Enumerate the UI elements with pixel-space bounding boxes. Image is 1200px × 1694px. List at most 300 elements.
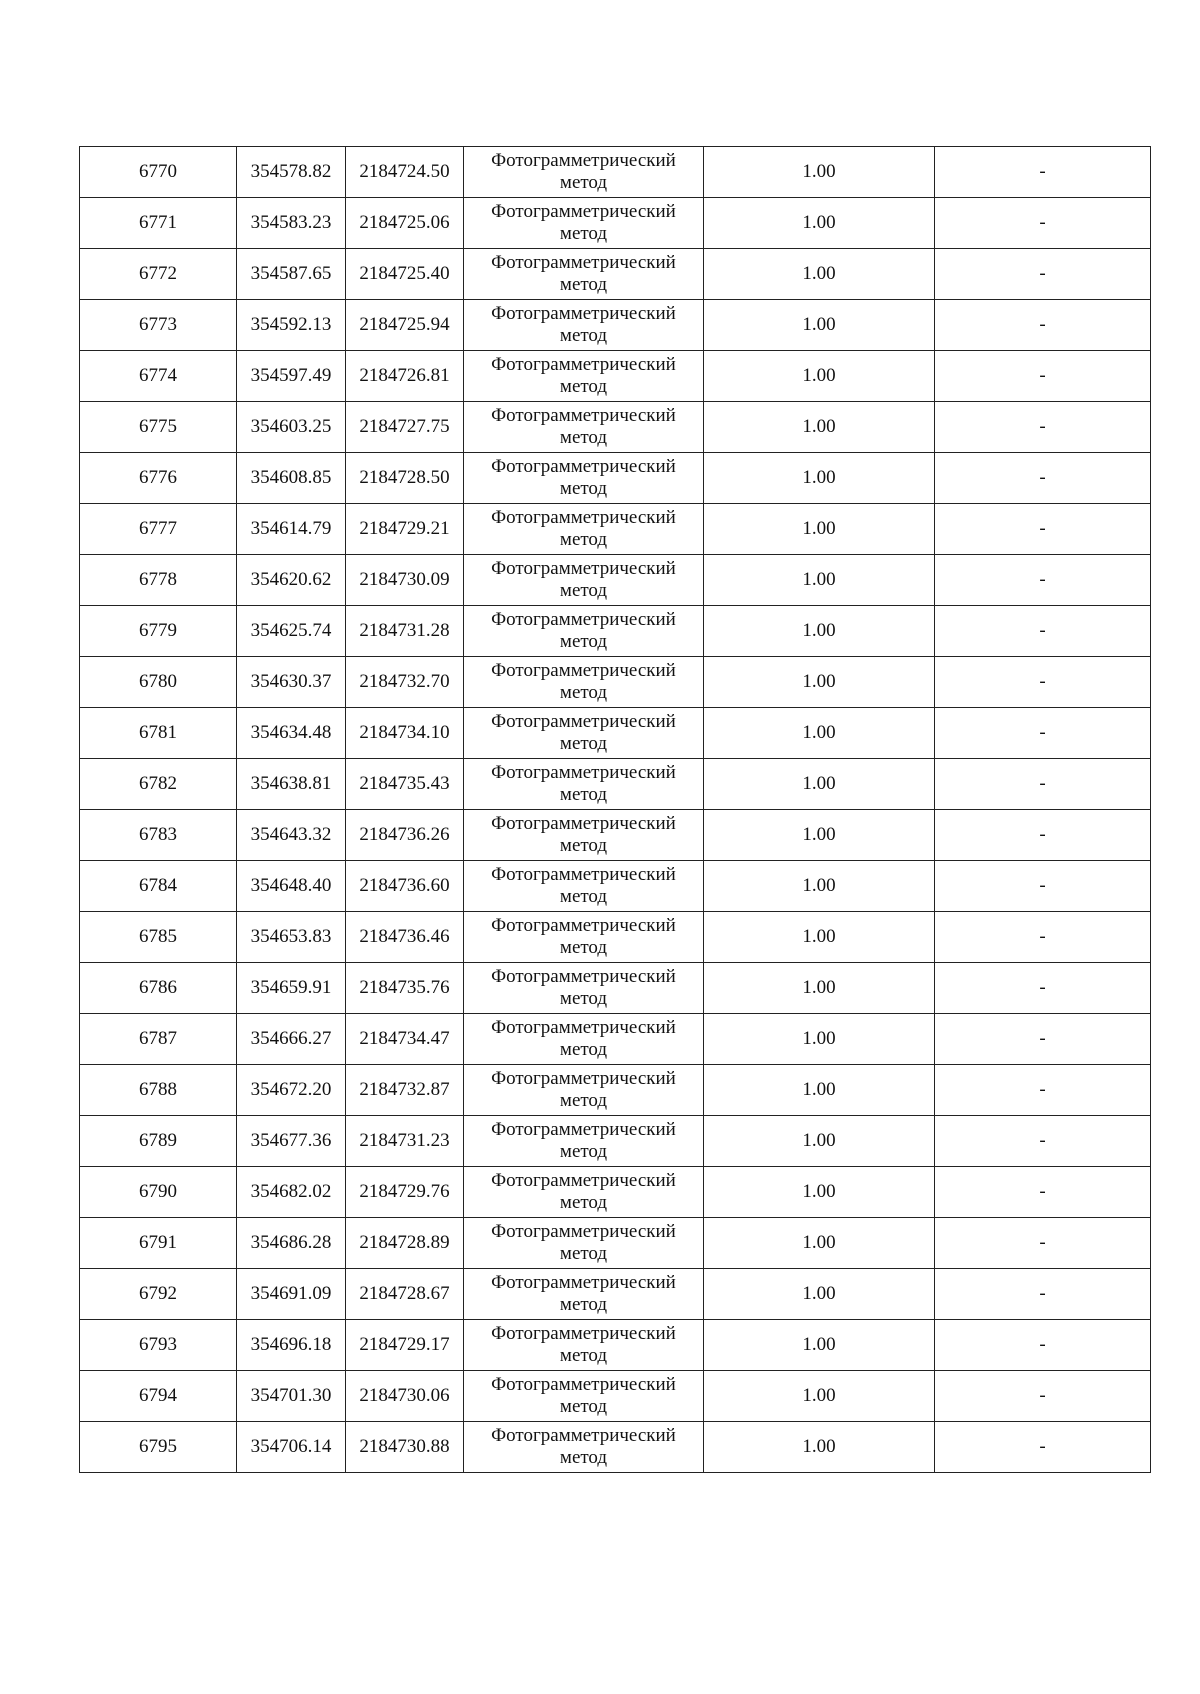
- table-row: [80, 198, 1151, 249]
- note-cell: [935, 708, 1151, 759]
- accuracy-value: 1.00: [802, 1028, 836, 1049]
- method-cell: [464, 912, 704, 963]
- method-line-1: Фотограмметрический: [491, 1068, 676, 1089]
- table-row: [80, 1065, 1151, 1116]
- x-coordinate-cell: [237, 1269, 346, 1320]
- note-cell: [935, 657, 1151, 708]
- method-line-2: метод: [559, 223, 608, 244]
- y-coordinate: 2184736.46: [359, 926, 450, 947]
- y-coordinate-cell: [346, 1320, 464, 1371]
- note-value: -: [1039, 1181, 1046, 1202]
- x-coordinate-cell: [237, 1371, 346, 1422]
- table-row: [80, 1014, 1151, 1065]
- y-coordinate-cell: [346, 1014, 464, 1065]
- point-number: 6786: [139, 977, 177, 998]
- y-coordinate-cell: [346, 504, 464, 555]
- point-number: 6777: [139, 518, 177, 539]
- note-value: -: [1039, 416, 1046, 437]
- method-cell: [464, 147, 704, 198]
- point-number-cell: [80, 963, 237, 1014]
- y-coordinate-cell: [346, 1371, 464, 1422]
- x-coordinate: 354643.32: [250, 824, 332, 845]
- note-value: -: [1039, 569, 1046, 590]
- x-coordinate-cell: [237, 1014, 346, 1065]
- note-value: -: [1039, 1436, 1046, 1457]
- x-coordinate: 354634.48: [250, 722, 332, 743]
- table-row: [80, 708, 1151, 759]
- accuracy-cell: [704, 1065, 935, 1116]
- method-line-2: метод: [559, 1345, 608, 1366]
- method-cell: [464, 1014, 704, 1065]
- y-coordinate: 2184731.28: [359, 620, 450, 641]
- note-value: -: [1039, 620, 1046, 641]
- accuracy-cell: [704, 402, 935, 453]
- y-coordinate: 2184732.70: [359, 671, 450, 692]
- point-number: 6791: [139, 1232, 177, 1253]
- x-coordinate: 354691.09: [250, 1283, 332, 1304]
- accuracy-cell: [704, 1371, 935, 1422]
- point-number: 6775: [139, 416, 177, 437]
- method-cell: [464, 402, 704, 453]
- x-coordinate-cell: [237, 504, 346, 555]
- accuracy-value: 1.00: [802, 875, 836, 896]
- point-number-cell: [80, 606, 237, 657]
- x-coordinate: 354686.28: [250, 1232, 332, 1253]
- method-line-2: метод: [559, 325, 608, 346]
- method-line-1: Фотограмметрический: [491, 507, 676, 528]
- x-coordinate: 354583.23: [250, 212, 332, 233]
- x-coordinate-cell: [237, 912, 346, 963]
- table-row: [80, 555, 1151, 606]
- note-cell: [935, 351, 1151, 402]
- x-coordinate: 354648.40: [250, 875, 332, 896]
- x-coordinate: 354608.85: [250, 467, 332, 488]
- accuracy-value: 1.00: [802, 1130, 836, 1151]
- note-cell: [935, 912, 1151, 963]
- accuracy-value: 1.00: [802, 1385, 836, 1406]
- accuracy-cell: [704, 555, 935, 606]
- point-number-cell: [80, 657, 237, 708]
- point-number: 6793: [139, 1334, 177, 1355]
- method-line-2: метод: [559, 682, 608, 703]
- x-coordinate: 354638.81: [250, 773, 332, 794]
- note-value: -: [1039, 926, 1046, 947]
- x-coordinate-cell: [237, 198, 346, 249]
- method-cell: [464, 1065, 704, 1116]
- y-coordinate: 2184724.50: [359, 161, 450, 182]
- x-coordinate-cell: [237, 1167, 346, 1218]
- accuracy-cell: [704, 606, 935, 657]
- x-coordinate: 354659.91: [250, 977, 332, 998]
- table-row: [80, 1320, 1151, 1371]
- method-line-2: метод: [559, 886, 608, 907]
- y-coordinate: 2184729.21: [359, 518, 450, 539]
- accuracy-cell: [704, 351, 935, 402]
- y-coordinate-cell: [346, 300, 464, 351]
- x-coordinate-cell: [237, 402, 346, 453]
- accuracy-cell: [704, 504, 935, 555]
- method-cell: [464, 1218, 704, 1269]
- method-line-1: Фотограмметрический: [491, 1119, 676, 1140]
- x-coordinate-cell: [237, 1218, 346, 1269]
- y-coordinate: 2184725.94: [359, 314, 450, 335]
- point-number-cell: [80, 555, 237, 606]
- accuracy-cell: [704, 1116, 935, 1167]
- y-coordinate: 2184730.09: [359, 569, 450, 590]
- x-coordinate-cell: [237, 810, 346, 861]
- method-line-2: метод: [559, 1243, 608, 1264]
- table-row: [80, 1167, 1151, 1218]
- accuracy-cell: [704, 861, 935, 912]
- note-value: -: [1039, 1079, 1046, 1100]
- accuracy-cell: [704, 300, 935, 351]
- x-coordinate-cell: [237, 1320, 346, 1371]
- x-coordinate-cell: [237, 708, 346, 759]
- accuracy-value: 1.00: [802, 1232, 836, 1253]
- method-line-2: метод: [559, 835, 608, 856]
- accuracy-value: 1.00: [802, 1436, 836, 1457]
- y-coordinate: 2184734.47: [359, 1028, 450, 1049]
- point-number-cell: [80, 708, 237, 759]
- method-line-2: метод: [559, 172, 608, 193]
- method-cell: [464, 1371, 704, 1422]
- method-cell: [464, 198, 704, 249]
- y-coordinate-cell: [346, 453, 464, 504]
- accuracy-value: 1.00: [802, 671, 836, 692]
- y-coordinate: 2184735.76: [359, 977, 450, 998]
- y-coordinate: 2184730.88: [359, 1436, 450, 1457]
- table-row: [80, 657, 1151, 708]
- method-line-2: метод: [559, 1447, 608, 1468]
- x-coordinate: 354672.20: [250, 1079, 332, 1100]
- accuracy-cell: [704, 249, 935, 300]
- method-cell: [464, 657, 704, 708]
- y-coordinate-cell: [346, 555, 464, 606]
- accuracy-value: 1.00: [802, 1283, 836, 1304]
- note-value: -: [1039, 1130, 1046, 1151]
- point-number-cell: [80, 861, 237, 912]
- accuracy-cell: [704, 810, 935, 861]
- y-coordinate: 2184725.40: [359, 263, 450, 284]
- y-coordinate-cell: [346, 1269, 464, 1320]
- note-value: -: [1039, 1232, 1046, 1253]
- point-number: 6780: [139, 671, 177, 692]
- method-line-1: Фотограмметрический: [491, 711, 676, 732]
- point-number-cell: [80, 1014, 237, 1065]
- note-cell: [935, 504, 1151, 555]
- point-number: 6778: [139, 569, 177, 590]
- method-line-1: Фотограмметрический: [491, 1017, 676, 1038]
- accuracy-value: 1.00: [802, 1181, 836, 1202]
- method-line-1: Фотограмметрический: [491, 915, 676, 936]
- y-coordinate: 2184729.76: [359, 1181, 450, 1202]
- y-coordinate: 2184732.87: [359, 1079, 450, 1100]
- accuracy-cell: [704, 1218, 935, 1269]
- note-value: -: [1039, 518, 1046, 539]
- note-value: -: [1039, 722, 1046, 743]
- method-cell: [464, 963, 704, 1014]
- table-row: [80, 1218, 1151, 1269]
- x-coordinate-cell: [237, 606, 346, 657]
- method-cell: [464, 504, 704, 555]
- point-number: 6779: [139, 620, 177, 641]
- note-cell: [935, 1116, 1151, 1167]
- y-coordinate: 2184730.06: [359, 1385, 450, 1406]
- table-row: [80, 453, 1151, 504]
- y-coordinate: 2184728.67: [359, 1283, 450, 1304]
- accuracy-value: 1.00: [802, 773, 836, 794]
- y-coordinate-cell: [346, 1218, 464, 1269]
- point-number: 6773: [139, 314, 177, 335]
- point-number: 6788: [139, 1079, 177, 1100]
- point-number-cell: [80, 1218, 237, 1269]
- note-value: -: [1039, 1385, 1046, 1406]
- accuracy-cell: [704, 708, 935, 759]
- accuracy-cell: [704, 759, 935, 810]
- method-line-1: Фотограмметрический: [491, 201, 676, 222]
- note-value: -: [1039, 161, 1046, 182]
- x-coordinate-cell: [237, 1065, 346, 1116]
- note-value: -: [1039, 671, 1046, 692]
- note-cell: [935, 300, 1151, 351]
- accuracy-value: 1.00: [802, 467, 836, 488]
- method-line-2: метод: [559, 580, 608, 601]
- method-cell: [464, 1422, 704, 1473]
- accuracy-value: 1.00: [802, 722, 836, 743]
- table-row: [80, 606, 1151, 657]
- note-value: -: [1039, 824, 1046, 845]
- table-body: [80, 147, 1151, 1473]
- method-cell: [464, 453, 704, 504]
- note-cell: [935, 861, 1151, 912]
- table-row: [80, 351, 1151, 402]
- method-line-1: Фотограмметрический: [491, 1374, 676, 1395]
- point-number-cell: [80, 249, 237, 300]
- note-cell: [935, 1269, 1151, 1320]
- method-line-1: Фотограмметрический: [491, 558, 676, 579]
- accuracy-cell: [704, 1422, 935, 1473]
- y-coordinate-cell: [346, 249, 464, 300]
- method-line-1: Фотограмметрический: [491, 660, 676, 681]
- method-cell: [464, 708, 704, 759]
- method-line-1: Фотограмметрический: [491, 762, 676, 783]
- y-coordinate: 2184728.89: [359, 1232, 450, 1253]
- point-number: 6770: [139, 161, 177, 182]
- y-coordinate-cell: [346, 912, 464, 963]
- method-line-2: метод: [559, 1039, 608, 1060]
- note-cell: [935, 555, 1151, 606]
- note-cell: [935, 1014, 1151, 1065]
- point-number-cell: [80, 912, 237, 963]
- accuracy-value: 1.00: [802, 518, 836, 539]
- point-number-cell: [80, 453, 237, 504]
- x-coordinate: 354677.36: [250, 1130, 332, 1151]
- method-cell: [464, 555, 704, 606]
- point-number-cell: [80, 1320, 237, 1371]
- x-coordinate-cell: [237, 1422, 346, 1473]
- x-coordinate: 354630.37: [250, 671, 332, 692]
- y-coordinate-cell: [346, 351, 464, 402]
- x-coordinate-cell: [237, 861, 346, 912]
- x-coordinate: 354706.14: [250, 1436, 332, 1457]
- method-line-2: метод: [559, 1192, 608, 1213]
- point-number-cell: [80, 1269, 237, 1320]
- method-cell: [464, 351, 704, 402]
- method-line-2: метод: [559, 631, 608, 652]
- accuracy-value: 1.00: [802, 416, 836, 437]
- method-line-1: Фотограмметрический: [491, 303, 676, 324]
- accuracy-cell: [704, 963, 935, 1014]
- note-value: -: [1039, 1283, 1046, 1304]
- x-coordinate: 354587.65: [250, 263, 332, 284]
- method-line-2: метод: [559, 274, 608, 295]
- note-value: -: [1039, 875, 1046, 896]
- x-coordinate: 354592.13: [250, 314, 332, 335]
- y-coordinate-cell: [346, 1065, 464, 1116]
- point-number: 6781: [139, 722, 177, 743]
- point-number-cell: [80, 402, 237, 453]
- point-number-cell: [80, 147, 237, 198]
- accuracy-value: 1.00: [802, 161, 836, 182]
- note-value: -: [1039, 365, 1046, 386]
- accuracy-cell: [704, 1269, 935, 1320]
- table-row: [80, 963, 1151, 1014]
- method-line-1: Фотограмметрический: [491, 1272, 676, 1293]
- method-line-1: Фотограмметрический: [491, 354, 676, 375]
- y-coordinate: 2184736.60: [359, 875, 450, 896]
- note-cell: [935, 198, 1151, 249]
- point-number-cell: [80, 810, 237, 861]
- method-line-1: Фотограмметрический: [491, 1170, 676, 1191]
- point-number: 6776: [139, 467, 177, 488]
- y-coordinate-cell: [346, 198, 464, 249]
- accuracy-value: 1.00: [802, 365, 836, 386]
- note-cell: [935, 1422, 1151, 1473]
- x-coordinate-cell: [237, 963, 346, 1014]
- point-number: 6794: [139, 1385, 177, 1406]
- y-coordinate-cell: [346, 759, 464, 810]
- method-line-2: метод: [559, 988, 608, 1009]
- accuracy-cell: [704, 1320, 935, 1371]
- x-coordinate: 354597.49: [250, 365, 332, 386]
- point-number-cell: [80, 1116, 237, 1167]
- y-coordinate-cell: [346, 708, 464, 759]
- table-row: [80, 300, 1151, 351]
- method-cell: [464, 249, 704, 300]
- point-number: 6790: [139, 1181, 177, 1202]
- y-coordinate: 2184727.75: [359, 416, 450, 437]
- accuracy-value: 1.00: [802, 620, 836, 641]
- accuracy-cell: [704, 912, 935, 963]
- note-cell: [935, 1371, 1151, 1422]
- method-cell: [464, 300, 704, 351]
- point-number: 6792: [139, 1283, 177, 1304]
- method-cell: [464, 1167, 704, 1218]
- table-row: [80, 861, 1151, 912]
- method-line-2: метод: [559, 784, 608, 805]
- method-line-1: Фотограмметрический: [491, 1323, 676, 1344]
- x-coordinate: 354625.74: [250, 620, 332, 641]
- x-coordinate: 354701.30: [250, 1385, 332, 1406]
- note-cell: [935, 1218, 1151, 1269]
- method-cell: [464, 1320, 704, 1371]
- y-coordinate-cell: [346, 1422, 464, 1473]
- method-cell: [464, 1116, 704, 1167]
- y-coordinate: 2184736.26: [359, 824, 450, 845]
- y-coordinate: 2184735.43: [359, 773, 450, 794]
- method-line-2: метод: [559, 1294, 608, 1315]
- point-number-cell: [80, 759, 237, 810]
- y-coordinate-cell: [346, 810, 464, 861]
- note-cell: [935, 606, 1151, 657]
- note-cell: [935, 1320, 1151, 1371]
- y-coordinate: 2184728.50: [359, 467, 450, 488]
- note-value: -: [1039, 1334, 1046, 1355]
- y-coordinate: 2184726.81: [359, 365, 450, 386]
- x-coordinate-cell: [237, 249, 346, 300]
- y-coordinate-cell: [346, 1116, 464, 1167]
- method-line-2: метод: [559, 427, 608, 448]
- point-number: 6787: [139, 1028, 177, 1049]
- method-line-1: Фотограмметрический: [491, 405, 676, 426]
- method-line-1: Фотограмметрический: [491, 966, 676, 987]
- table-row: [80, 504, 1151, 555]
- note-cell: [935, 453, 1151, 504]
- table-row: [80, 1116, 1151, 1167]
- note-cell: [935, 759, 1151, 810]
- y-coordinate: 2184731.23: [359, 1130, 450, 1151]
- note-cell: [935, 1065, 1151, 1116]
- y-coordinate-cell: [346, 147, 464, 198]
- point-number: 6784: [139, 875, 177, 896]
- x-coordinate-cell: [237, 147, 346, 198]
- x-coordinate-cell: [237, 453, 346, 504]
- accuracy-value: 1.00: [802, 1079, 836, 1100]
- accuracy-cell: [704, 1167, 935, 1218]
- point-number: 6774: [139, 365, 177, 386]
- point-number: 6789: [139, 1130, 177, 1151]
- note-value: -: [1039, 467, 1046, 488]
- point-number-cell: [80, 1422, 237, 1473]
- note-cell: [935, 147, 1151, 198]
- method-cell: [464, 1269, 704, 1320]
- y-coordinate-cell: [346, 657, 464, 708]
- x-coordinate-cell: [237, 555, 346, 606]
- table-row: [80, 1371, 1151, 1422]
- table-row: [80, 1422, 1151, 1473]
- accuracy-cell: [704, 147, 935, 198]
- accuracy-value: 1.00: [802, 977, 836, 998]
- method-cell: [464, 810, 704, 861]
- x-coordinate: 354614.79: [250, 518, 332, 539]
- point-number-cell: [80, 198, 237, 249]
- x-coordinate: 354603.25: [250, 416, 332, 437]
- method-line-2: метод: [559, 478, 608, 499]
- method-cell: [464, 861, 704, 912]
- note-value: -: [1039, 212, 1046, 233]
- table-row: [80, 810, 1151, 861]
- y-coordinate-cell: [346, 861, 464, 912]
- method-line-1: Фотограмметрический: [491, 150, 676, 171]
- x-coordinate: 354653.83: [250, 926, 332, 947]
- method-line-2: метод: [559, 1396, 608, 1417]
- x-coordinate: 354620.62: [250, 569, 332, 590]
- method-line-2: метод: [559, 376, 608, 397]
- point-number: 6771: [139, 212, 177, 233]
- accuracy-cell: [704, 453, 935, 504]
- y-coordinate-cell: [346, 606, 464, 657]
- accuracy-cell: [704, 198, 935, 249]
